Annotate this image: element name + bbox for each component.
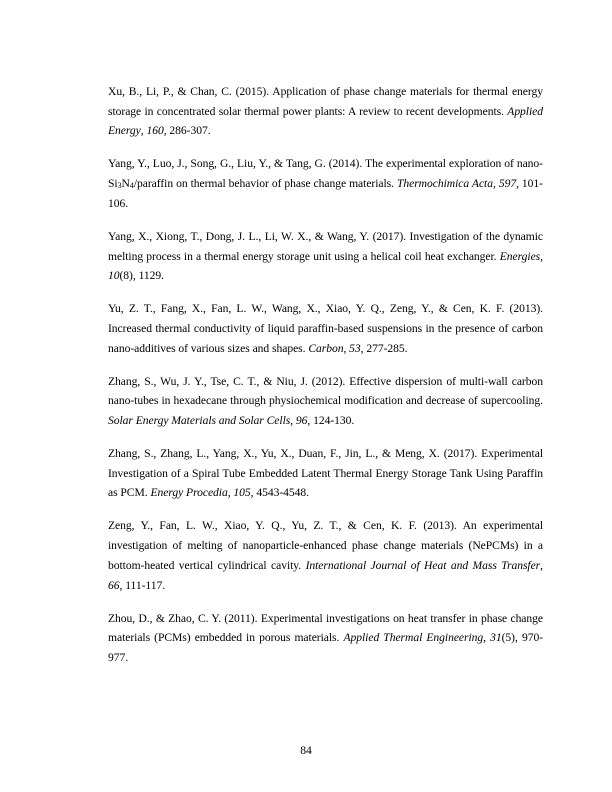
- reference-issue: (8): [119, 269, 133, 283]
- reference-title: N: [121, 177, 130, 191]
- reference-pages: , 124-130.: [307, 414, 355, 428]
- reference-title: Experimental investigations on heat transfer in phase change materials (PCMs) embedded in porous materials.: [108, 611, 543, 645]
- reference-volume: 597: [498, 177, 517, 191]
- reference-separator: ,: [540, 249, 543, 263]
- reference-title: Experimental Investigation of a Spiral Tube Embedded Latent Thermal Energy Storage Tank Using Paraffin as PCM.: [108, 447, 543, 500]
- reference-journal: Solar Energy Materials and Solar Cells: [108, 414, 291, 428]
- reference-entry: [108, 82, 543, 141]
- reference-entry: [108, 299, 543, 358]
- reference-pages: , 970-977.: [108, 631, 543, 664]
- reference-journal: Applied Thermal Engineering: [343, 631, 484, 645]
- reference-volume: 160: [146, 124, 164, 138]
- reference-journal: International Journal of Heat and Mass Transfer: [305, 558, 541, 572]
- reference-journal: Energy Procedia: [150, 486, 228, 500]
- reference-title: An experimental investigation of melting of nanoparticle-enhanced phase change materials (NePCMs) in a bottom-heated vertical cylindrical cavity.: [108, 519, 543, 572]
- reference-volume: 10: [108, 269, 120, 283]
- reference-authors: Zhou, D., & Zhao, C. Y. (2011).: [108, 611, 261, 625]
- reference-separator: ,: [540, 558, 543, 572]
- reference-pages: , 111-117.: [119, 578, 166, 592]
- reference-separator: ,: [227, 486, 234, 500]
- reference-pages: , 101-106.: [108, 177, 543, 210]
- reference-title: Effective dispersion of multi-wall carbon nano-tubes in hexadecane through physiochemical modification and decrease of supercooling.: [108, 374, 543, 408]
- reference-pages: , 286-307.: [163, 124, 211, 138]
- reference-entry: [108, 154, 543, 213]
- reference-volume: 105: [233, 486, 251, 500]
- reference-entry: [108, 444, 543, 503]
- reference-entry: [108, 372, 543, 431]
- reference-authors: Zhang, S., Zhang, L., Yang, X., Yu, X., Duan, F., Jin, L., & Meng, X. (2017).: [108, 447, 482, 461]
- page-number: 84: [300, 744, 312, 757]
- reference-list: [108, 82, 543, 681]
- reference-authors: Zeng, Y., Fan, L. W., Xiao, Y. Q., Yu, Z. T., & Cen, K. F. (2013).: [108, 519, 463, 533]
- reference-title: Application of phase change materials for thermal energy storage in concentrated solar thermal power plants: A review to recent developments.: [108, 85, 543, 118]
- reference-volume: 96: [295, 414, 308, 428]
- reference-entry: [108, 609, 543, 668]
- reference-pages: , 277-285.: [360, 341, 408, 355]
- reference-separator: ,: [140, 124, 147, 138]
- reference-separator: ,: [290, 414, 296, 428]
- reference-separator: ,: [492, 177, 499, 191]
- reference-pages: , 4543-4548.: [250, 486, 310, 500]
- reference-title: Increased thermal conductivity of liquid paraffin-based suspensions in the presence of carbon nano-additives of various sizes and shapes.: [108, 321, 543, 355]
- subscript: 4: [129, 181, 134, 191]
- reference-authors: Zhang, S., Wu, J. Y., Tse, C. T., & Niu, J. (2012).: [108, 374, 350, 388]
- reference-journal: Thermochimica Acta: [396, 177, 493, 191]
- reference-title: The experimental exploration of nano-Si: [108, 157, 543, 191]
- reference-entry: [108, 516, 543, 595]
- reference-pages: , 1129.: [132, 269, 164, 283]
- reference-journal: Carbon: [308, 341, 344, 355]
- reference-authors: Yu, Z. T., Fang, X., Fan, L. W., Wang, X., Xiao, Y. Q., Zeng, Y., & Cen, K. F. (2013).: [108, 302, 543, 316]
- reference-entry: [108, 227, 543, 286]
- reference-authors: Yang, Y., Luo, J., Song, G., Liu, Y., & Tang, G. (2014).: [108, 157, 366, 171]
- reference-journal: Energies: [499, 249, 541, 263]
- reference-title: Investigation of the dynamic melting process in a thermal energy storage unit using a helical coil heat exchanger.: [108, 229, 543, 263]
- reference-issue: (5): [501, 631, 515, 645]
- subscript: 3: [117, 181, 122, 191]
- reference-separator: ,: [343, 341, 350, 355]
- reference-authors: Xu, B., Li, P., & Chan, C. (2015).: [108, 85, 273, 98]
- reference-separator: ,: [483, 631, 491, 645]
- reference-authors: Yang, X., Xiong, T., Dong, J. L., Li, W. X., & Wang, Y. (2017).: [108, 229, 410, 243]
- reference-title: /paraffin on thermal behavior of phase change materials.: [133, 177, 397, 191]
- reference-volume: 53: [349, 341, 361, 355]
- reference-volume: 66: [108, 578, 120, 592]
- reference-volume: 31: [490, 631, 502, 645]
- reference-journal: Applied Energy: [108, 104, 543, 138]
